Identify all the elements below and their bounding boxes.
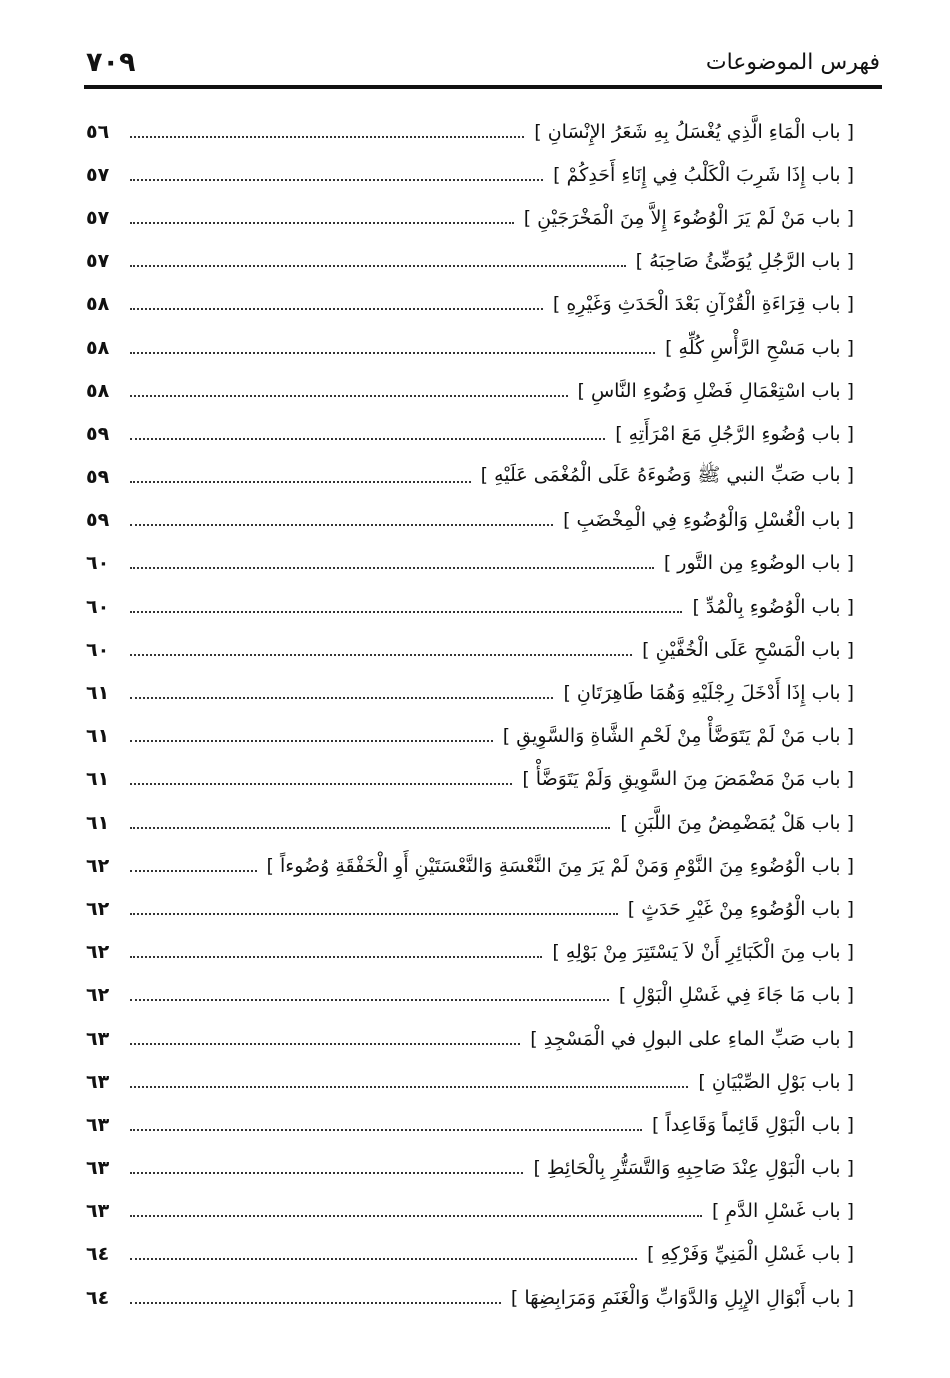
toc-entry bbox=[86, 801, 854, 844]
toc-entry-page: ٦٣ bbox=[86, 1157, 110, 1180]
toc-entry-title: [ باب الْوُضُوءِ مِنْ غَيْرِ حَدَثٍ ] bbox=[627, 897, 854, 920]
toc-entry-page: ٦٢ bbox=[86, 941, 110, 964]
toc-entry-title: [ باب الْمَسْحِ عَلَى الْخُفَّيْنِ ] bbox=[642, 638, 854, 661]
toc-entry-page: ٦١ bbox=[86, 725, 110, 748]
toc-entry bbox=[86, 1233, 854, 1276]
toc-entry bbox=[86, 758, 854, 801]
toc-entry-page: ٦٢ bbox=[86, 984, 110, 1007]
toc-entry-title: [ باب وُضُوءِ الرَّجُلِ مَعَ امْرَأَتِهِ ] bbox=[615, 422, 854, 445]
toc-entry-title: [ باب الْوُضُوءِ مِنَ النَّوْمِ وَمَنْ لَمْ يَرَ مِنَ النَّعْسَةِ وَالنَّعْسَتَيْنِ أَوِ الْخَفْقَةِ وُضُوءاً ] bbox=[266, 854, 854, 877]
toc-entry bbox=[86, 931, 854, 974]
dot-leader bbox=[130, 438, 605, 440]
toc-entry-title: [ باب قِرَاءَةِ الْقُرْآنِ بَعْدَ الْحَدَثِ وَغَيْرِهِ ] bbox=[552, 293, 854, 316]
toc-entry-title: [ باب الوضُوءِ مِن التَّور ] bbox=[663, 552, 854, 575]
toc-entry-page: ٦١ bbox=[86, 682, 110, 705]
table-of-contents bbox=[86, 110, 854, 1319]
toc-entry-page: ٥٦ bbox=[86, 120, 110, 143]
toc-entry-page: ٦٠ bbox=[86, 552, 110, 575]
toc-entry-page: ٥٩ bbox=[86, 509, 110, 532]
toc-entry bbox=[86, 499, 854, 542]
running-title: فهرس الموضوعات bbox=[705, 50, 880, 75]
toc-entry-title: [ باب بَوْلِ الصِّبْيَانِ ] bbox=[698, 1070, 854, 1093]
dot-leader bbox=[130, 1215, 702, 1217]
toc-entry bbox=[86, 628, 854, 671]
toc-entry-page: ٦١ bbox=[86, 811, 110, 834]
dot-leader bbox=[130, 179, 543, 181]
toc-entry-title: [ باب صَبِّ الماءِ على البولِ في الْمَسْجِدِ ] bbox=[530, 1027, 854, 1050]
dot-leader bbox=[130, 395, 568, 397]
toc-entry bbox=[86, 240, 854, 283]
toc-entry-page: ٦٢ bbox=[86, 897, 110, 920]
dot-leader bbox=[130, 1258, 637, 1260]
dot-leader bbox=[130, 1302, 501, 1304]
dot-leader bbox=[130, 352, 655, 354]
toc-entry bbox=[86, 1276, 854, 1319]
toc-entry bbox=[86, 110, 854, 153]
toc-entry bbox=[86, 196, 854, 239]
toc-entry-title: [ باب اسْتِعْمَالِ فَضْلِ وَضُوءِ النَّاسِ ] bbox=[577, 379, 854, 402]
dot-leader bbox=[130, 999, 609, 1001]
toc-entry-page: ٦٤ bbox=[86, 1243, 110, 1266]
toc-entry-title: [ باب الرَّجُلِ يُوَضِّئُ صَاحِبَهُ ] bbox=[635, 250, 854, 273]
toc-entry-page: ٥٧ bbox=[86, 206, 110, 229]
toc-entry-page: ٦٣ bbox=[86, 1027, 110, 1050]
toc-entry-title: [ باب صَبِّ النبي ﷺ وَضُوءَهُ عَلَى الْمُغْمَى عَلَيْهِ ] bbox=[480, 464, 854, 487]
toc-entry bbox=[86, 1190, 854, 1233]
toc-entry-title: [ باب مَنْ لَمْ يَرَ الْوُضُوءَ إِلاَّ مِنَ الْمَخْرَجَيْنِ ] bbox=[523, 206, 854, 229]
dot-leader bbox=[130, 1172, 523, 1174]
dot-leader bbox=[130, 136, 524, 138]
toc-entry-page: ٥٩ bbox=[86, 466, 110, 489]
dot-leader bbox=[130, 1129, 642, 1131]
dot-leader bbox=[130, 308, 543, 310]
toc-entry-page: ٥٧ bbox=[86, 163, 110, 186]
toc-entry-page: ٦٣ bbox=[86, 1113, 110, 1136]
toc-entry-title: [ باب مِنَ الْكَبَائِرِ أَنْ لاَ يَسْتَتِرَ مِنْ بَوْلِهِ ] bbox=[552, 941, 854, 964]
toc-entry-title: [ باب إِذَا أَدْخَلَ رِجْلَيْهِ وَهُمَا طَاهِرَتَانِ ] bbox=[563, 682, 854, 705]
toc-entry-page: ٦٣ bbox=[86, 1200, 110, 1223]
header-rule bbox=[84, 85, 882, 89]
toc-entry bbox=[86, 1060, 854, 1103]
toc-entry-title: [ باب مَا جَاءَ فِي غَسْلِ الْبَوْلِ ] bbox=[618, 984, 854, 1007]
dot-leader bbox=[130, 524, 553, 526]
toc-entry bbox=[86, 715, 854, 758]
dot-leader bbox=[130, 1043, 520, 1045]
dot-leader bbox=[130, 697, 553, 699]
toc-entry-page: ٦٤ bbox=[86, 1286, 110, 1309]
toc-entry-title: [ باب غَسْلِ الدَّمِ ] bbox=[711, 1200, 854, 1223]
dot-leader bbox=[130, 870, 257, 872]
dot-leader bbox=[130, 481, 471, 483]
toc-entry-title: [ باب مَسْحِ الرَّأْسِ كُلِّهِ ] bbox=[665, 336, 854, 359]
toc-entry-title: [ باب الْغُسْلِ وَالْوُضُوءِ فِي الْمِخْضَبِ ] bbox=[563, 509, 854, 532]
dot-leader bbox=[130, 654, 632, 656]
page-number: ٧٠٩ bbox=[86, 47, 136, 78]
toc-entry bbox=[86, 1147, 854, 1190]
dot-leader bbox=[130, 740, 493, 742]
toc-entry bbox=[86, 283, 854, 326]
toc-entry-title: [ باب مَنْ لَمْ يَتَوَضَّأْ مِنْ لَحْمِ الشَّاةِ وَالسَّوِيقِ ] bbox=[502, 725, 854, 748]
toc-entry-title: [ باب الْوُضُوءِ بِالْمُدِّ ] bbox=[692, 595, 854, 618]
toc-entry bbox=[86, 153, 854, 196]
toc-entry bbox=[86, 1103, 854, 1146]
toc-entry-title: [ باب إِذَا شَرِبَ الْكَلْبُ فِي إِنَاءِ أَحَدِكُمْ ] bbox=[553, 163, 854, 186]
toc-entry-page: ٦١ bbox=[86, 768, 110, 791]
dot-leader bbox=[130, 611, 682, 613]
toc-entry bbox=[86, 974, 854, 1017]
toc-entry bbox=[86, 412, 854, 455]
toc-entry-title: [ باب الْبَوْلِ عِنْدَ صَاحِبِهِ وَالتَّسَتُّرِ بِالْحَائِطِ ] bbox=[533, 1157, 854, 1180]
toc-entry-page: ٥٨ bbox=[86, 336, 110, 359]
toc-entry-title: [ باب مَنْ مَضْمَضَ مِنَ السَّوِيقِ وَلَمْ يَتَوَضَّأْ ] bbox=[522, 768, 854, 791]
dot-leader bbox=[130, 567, 654, 569]
toc-entry bbox=[86, 456, 854, 499]
toc-entry bbox=[86, 844, 854, 887]
dot-leader bbox=[130, 956, 542, 958]
toc-entry bbox=[86, 671, 854, 714]
toc-entry bbox=[86, 887, 854, 930]
dot-leader bbox=[130, 827, 610, 829]
toc-entry-title: [ باب أَبْوَالِ الإِبِلِ وَالدَّوَابِّ وَالْغَنَمِ وَمَرَابِضِهَا ] bbox=[510, 1286, 854, 1309]
dot-leader bbox=[130, 222, 514, 224]
dot-leader bbox=[130, 783, 512, 785]
toc-entry-title: [ باب الْمَاءِ الَّذِي يُغْسَلُ بِهِ شَعَرُ الإِنْسَانِ ] bbox=[534, 120, 854, 143]
toc-entry bbox=[86, 326, 854, 369]
toc-entry-page: ٦٢ bbox=[86, 854, 110, 877]
toc-entry-page: ٦٣ bbox=[86, 1070, 110, 1093]
toc-entry-page: ٥٨ bbox=[86, 293, 110, 316]
toc-entry bbox=[86, 542, 854, 585]
toc-entry bbox=[86, 585, 854, 628]
toc-entry bbox=[86, 369, 854, 412]
toc-entry-title: [ باب الْبَوْلِ قَائِماً وَقَاعِداً ] bbox=[652, 1113, 854, 1136]
toc-entry-page: ٦٠ bbox=[86, 595, 110, 618]
toc-entry bbox=[86, 1017, 854, 1060]
toc-entry-page: ٦٠ bbox=[86, 638, 110, 661]
toc-entry-title: [ باب غَسْلِ الْمَنِيِّ وَفَرْكِهِ ] bbox=[647, 1243, 854, 1266]
dot-leader bbox=[130, 265, 626, 267]
toc-entry-page: ٥٩ bbox=[86, 422, 110, 445]
dot-leader bbox=[130, 913, 618, 915]
toc-entry-title: [ باب هَلْ يُمَضْمِضُ مِنَ اللَّبَنِ ] bbox=[620, 811, 854, 834]
toc-entry-page: ٥٧ bbox=[86, 250, 110, 273]
page-header bbox=[86, 38, 880, 84]
toc-entry-page: ٥٨ bbox=[86, 379, 110, 402]
dot-leader bbox=[130, 1086, 688, 1088]
